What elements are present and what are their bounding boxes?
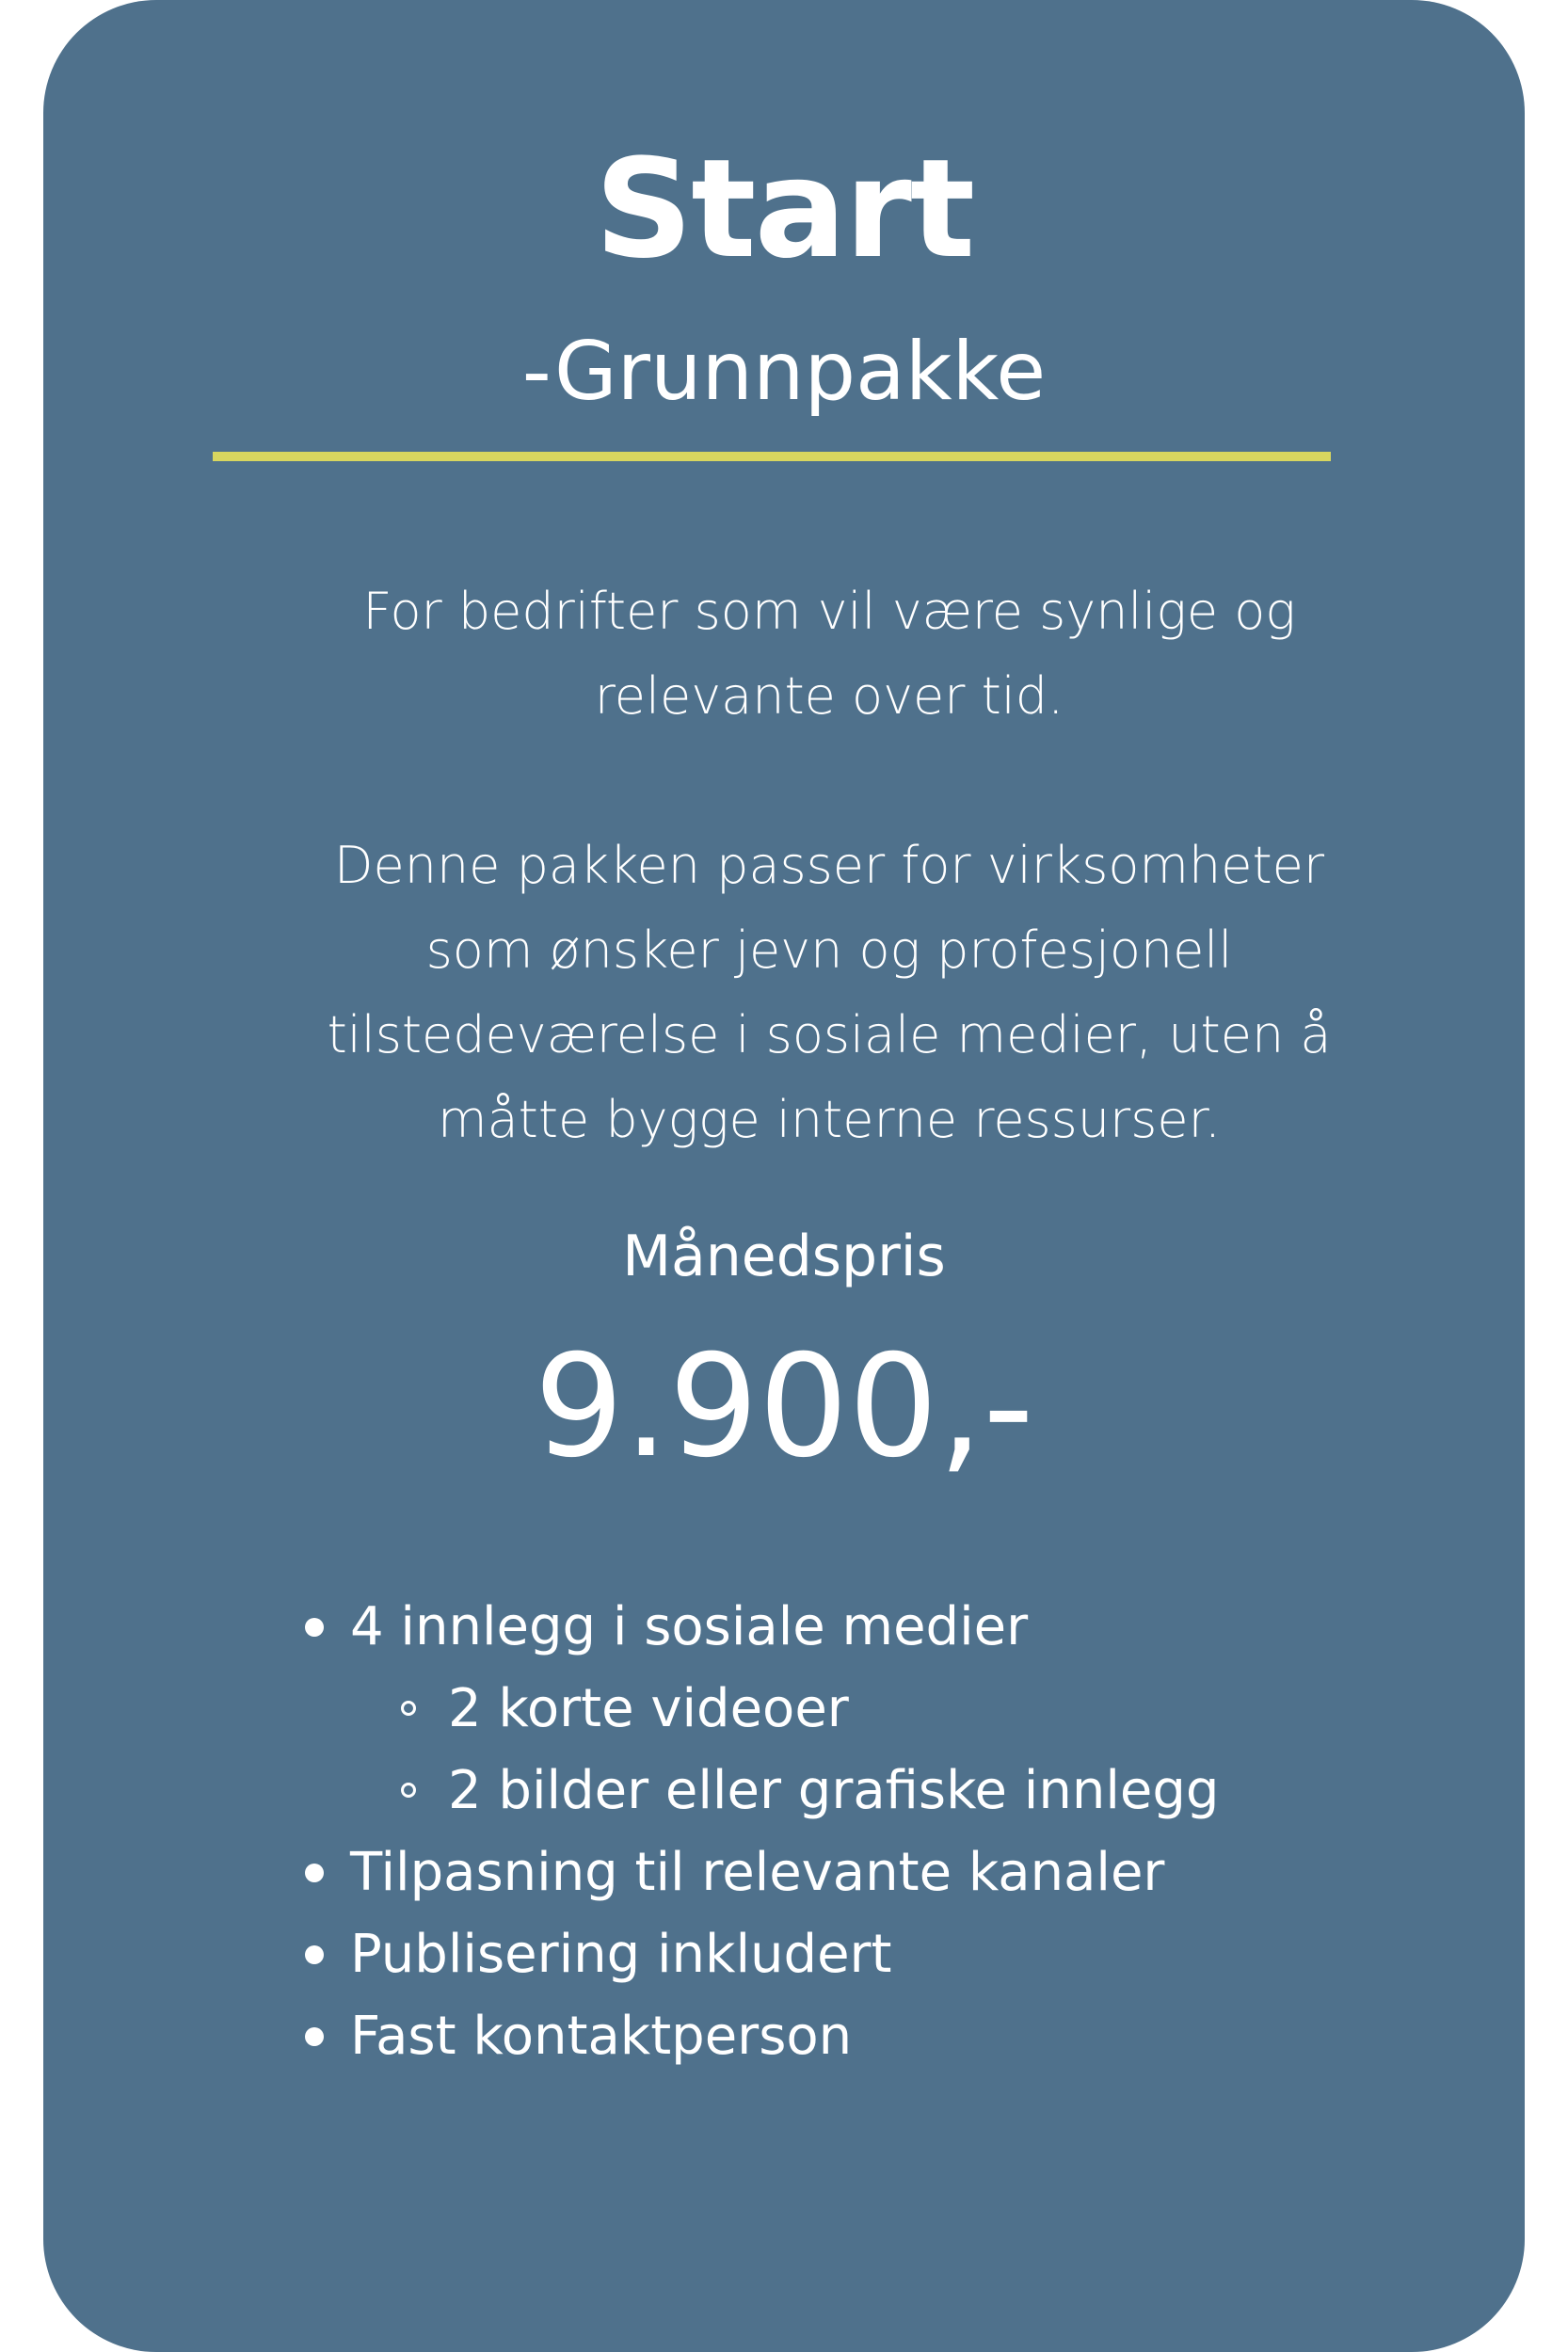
- package-description: [232, 569, 1427, 1162]
- accent-divider: [213, 452, 1331, 461]
- package-title: Start: [594, 130, 974, 289]
- feature-subitem: 2 bilder eller grafiske innlegg: [448, 1760, 1220, 1821]
- bullet-icon: [305, 2027, 324, 2046]
- bullet-icon: [305, 1945, 324, 1964]
- description-line: som ønsker jevn og profesjonell: [425, 920, 1233, 980]
- description-line: tilstedeværelse i sosiale medier, uten å: [327, 1005, 1332, 1064]
- pricing-card: [43, 0, 1525, 2352]
- sub-bullet-icon: [401, 1783, 416, 1798]
- description-line: Denne pakken passer for virksomheter: [333, 836, 1325, 895]
- description-line: For bedrifter som vil være synlige og: [362, 582, 1296, 641]
- feature-item: Tilpasning til relevante kanaler: [350, 1842, 1165, 1903]
- sub-bullet-icon: [401, 1701, 416, 1716]
- package-subtitle: -Grunnpakke: [521, 325, 1047, 419]
- feature-item: 4 innlegg i sosiale medier: [350, 1596, 1029, 1657]
- price-label: Månedspris: [622, 1224, 946, 1289]
- feature-item: Publisering inkludert: [350, 1924, 892, 1985]
- feature-item: Fast kontaktperson: [350, 2006, 853, 2067]
- feature-subitem: 2 korte videoer: [448, 1678, 849, 1739]
- bullet-icon: [305, 1864, 324, 1882]
- description-line: relevante over tid.: [594, 666, 1064, 726]
- bullet-icon: [305, 1618, 324, 1637]
- monthly-price: 9.900,-: [534, 1325, 1034, 1489]
- description-line: måtte bygge interne ressurser.: [437, 1090, 1222, 1149]
